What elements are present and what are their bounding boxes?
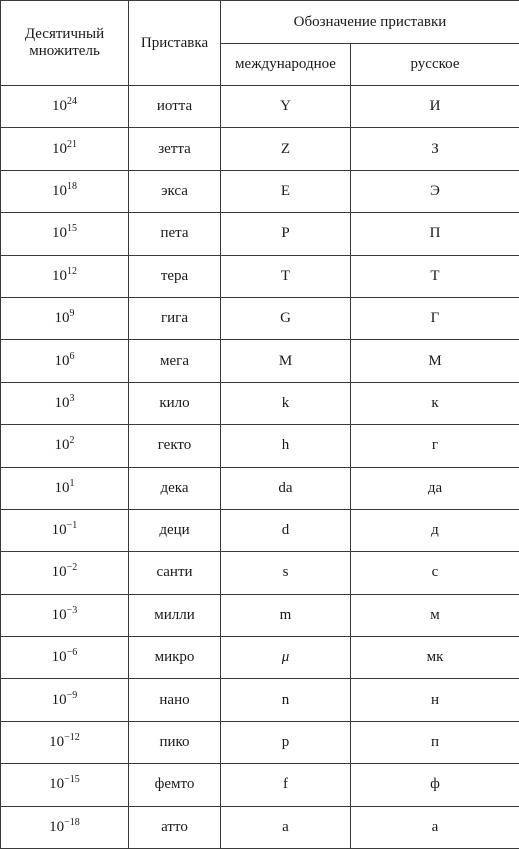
international-symbol-cell: P <box>221 213 351 255</box>
factor-base: 10 <box>52 607 67 623</box>
factor-cell <box>1 128 129 170</box>
factor-base: 10 <box>55 480 70 496</box>
factor-base: 10 <box>49 819 64 835</box>
russian-symbol-cell: мк <box>351 637 519 679</box>
factor-exponent: 9 <box>70 308 75 319</box>
russian-symbol-cell: П <box>351 213 519 255</box>
factor-exponent: −9 <box>67 690 78 701</box>
prefix-name-cell: санти <box>129 552 221 594</box>
header-row-top <box>1 1 519 44</box>
factor-base: 10 <box>52 692 67 708</box>
russian-symbol-cell: к <box>351 382 519 424</box>
factor-base: 10 <box>49 776 64 792</box>
factor-base: 10 <box>55 310 70 326</box>
factor-base: 10 <box>55 353 70 369</box>
factor-base: 10 <box>55 437 70 453</box>
factor-base: 10 <box>52 564 67 580</box>
russian-symbol-cell: да <box>351 467 519 509</box>
factor-cell <box>1 764 129 806</box>
russian-symbol-cell: с <box>351 552 519 594</box>
russian-symbol-cell: М <box>351 340 519 382</box>
prefix-name-cell: зетта <box>129 128 221 170</box>
factor-exponent: 18 <box>67 181 77 192</box>
russian-symbol-cell: г <box>351 425 519 467</box>
table-row <box>1 509 519 551</box>
factor-cell <box>1 509 129 551</box>
prefix-name-cell: гига <box>129 297 221 339</box>
prefix-name-cell: атто <box>129 806 221 848</box>
prefix-name-cell: деци <box>129 509 221 551</box>
prefix-column-header: Приставка <box>129 1 221 86</box>
factor-exponent: −1 <box>67 520 78 531</box>
international-symbol-cell: G <box>221 297 351 339</box>
russian-symbol-cell: п <box>351 721 519 763</box>
factor-column-header <box>1 1 129 86</box>
table-row <box>1 170 519 212</box>
international-symbol-cell: h <box>221 425 351 467</box>
factor-exponent: 12 <box>67 266 77 277</box>
prefix-name-cell: гекто <box>129 425 221 467</box>
russian-symbol-cell: Т <box>351 255 519 297</box>
factor-base: 10 <box>52 522 67 538</box>
table-row <box>1 806 519 848</box>
russian-symbol-cell: Г <box>351 297 519 339</box>
russian-symbol-cell: д <box>351 509 519 551</box>
factor-base: 10 <box>52 98 67 114</box>
factor-base: 10 <box>52 649 67 665</box>
factor-exponent: 1 <box>70 478 75 489</box>
table-row <box>1 297 519 339</box>
prefix-name-cell: иотта <box>129 86 221 128</box>
prefix-name-cell: пико <box>129 721 221 763</box>
factor-exponent: 3 <box>70 393 75 404</box>
factor-cell <box>1 552 129 594</box>
factor-cell <box>1 679 129 721</box>
factor-exponent: 21 <box>67 139 77 150</box>
factor-base: 10 <box>52 183 67 199</box>
factor-base: 10 <box>49 734 64 750</box>
table-row <box>1 213 519 255</box>
table-row <box>1 425 519 467</box>
international-symbol-cell: s <box>221 552 351 594</box>
factor-header-line1: Десятичный <box>25 26 104 42</box>
international-symbol-cell: d <box>221 509 351 551</box>
international-symbol-cell: da <box>221 467 351 509</box>
designation-group-header: Обозначение приставки <box>221 1 519 44</box>
factor-cell <box>1 594 129 636</box>
international-symbol-cell: Z <box>221 128 351 170</box>
prefix-name-cell: дека <box>129 467 221 509</box>
factor-exponent: 24 <box>67 96 77 107</box>
international-symbol-cell: n <box>221 679 351 721</box>
factor-cell <box>1 297 129 339</box>
prefix-name-cell: фемто <box>129 764 221 806</box>
factor-cell <box>1 255 129 297</box>
table-header <box>1 1 519 86</box>
international-symbol-cell: f <box>221 764 351 806</box>
table-row <box>1 467 519 509</box>
factor-exponent: −18 <box>64 817 80 828</box>
table-body <box>1 86 519 849</box>
factor-cell <box>1 213 129 255</box>
russian-symbol-cell: З <box>351 128 519 170</box>
prefix-name-cell: милли <box>129 594 221 636</box>
prefix-name-cell: тера <box>129 255 221 297</box>
table-row <box>1 721 519 763</box>
factor-exponent: −2 <box>67 562 78 573</box>
factor-cell <box>1 382 129 424</box>
table-row <box>1 128 519 170</box>
international-symbol-cell: T <box>221 255 351 297</box>
factor-exponent: −6 <box>67 647 78 658</box>
russian-symbol-cell: а <box>351 806 519 848</box>
table-row <box>1 340 519 382</box>
table-row <box>1 255 519 297</box>
russian-symbol-cell: И <box>351 86 519 128</box>
factor-exponent: −3 <box>67 605 78 616</box>
international-symbol-cell: μ <box>221 637 351 679</box>
international-column-header: международное <box>221 44 351 86</box>
factor-exponent: 15 <box>67 223 77 234</box>
factor-cell <box>1 806 129 848</box>
international-symbol-cell: p <box>221 721 351 763</box>
table-row <box>1 637 519 679</box>
table-row <box>1 679 519 721</box>
factor-cell <box>1 170 129 212</box>
factor-exponent: 6 <box>70 351 75 362</box>
prefix-name-cell: микро <box>129 637 221 679</box>
factor-cell <box>1 467 129 509</box>
international-symbol-cell: m <box>221 594 351 636</box>
prefix-name-cell: пета <box>129 213 221 255</box>
table-row <box>1 552 519 594</box>
factor-base: 10 <box>52 225 67 241</box>
factor-exponent: −12 <box>64 732 80 743</box>
factor-cell <box>1 721 129 763</box>
russian-symbol-cell: Э <box>351 170 519 212</box>
factor-cell <box>1 86 129 128</box>
international-symbol-cell: E <box>221 170 351 212</box>
prefix-name-cell: кило <box>129 382 221 424</box>
russian-symbol-cell: м <box>351 594 519 636</box>
table-row <box>1 86 519 128</box>
factor-cell <box>1 340 129 382</box>
international-symbol-cell: a <box>221 806 351 848</box>
russian-symbol-cell: н <box>351 679 519 721</box>
factor-base: 10 <box>52 141 67 157</box>
table-row <box>1 382 519 424</box>
factor-exponent: −15 <box>64 774 80 785</box>
factor-base: 10 <box>52 268 67 284</box>
russian-symbol-cell: ф <box>351 764 519 806</box>
prefix-name-cell: нано <box>129 679 221 721</box>
table-row <box>1 594 519 636</box>
international-symbol-cell: M <box>221 340 351 382</box>
table-row <box>1 764 519 806</box>
international-symbol-cell: k <box>221 382 351 424</box>
factor-header-line2: множитель <box>29 43 100 59</box>
prefix-name-cell: экса <box>129 170 221 212</box>
prefix-name-cell: мега <box>129 340 221 382</box>
factor-cell <box>1 425 129 467</box>
factor-base: 10 <box>55 395 70 411</box>
factor-exponent: 2 <box>70 435 75 446</box>
factor-cell <box>1 637 129 679</box>
russian-column-header: русское <box>351 44 519 86</box>
international-symbol-cell: Y <box>221 86 351 128</box>
